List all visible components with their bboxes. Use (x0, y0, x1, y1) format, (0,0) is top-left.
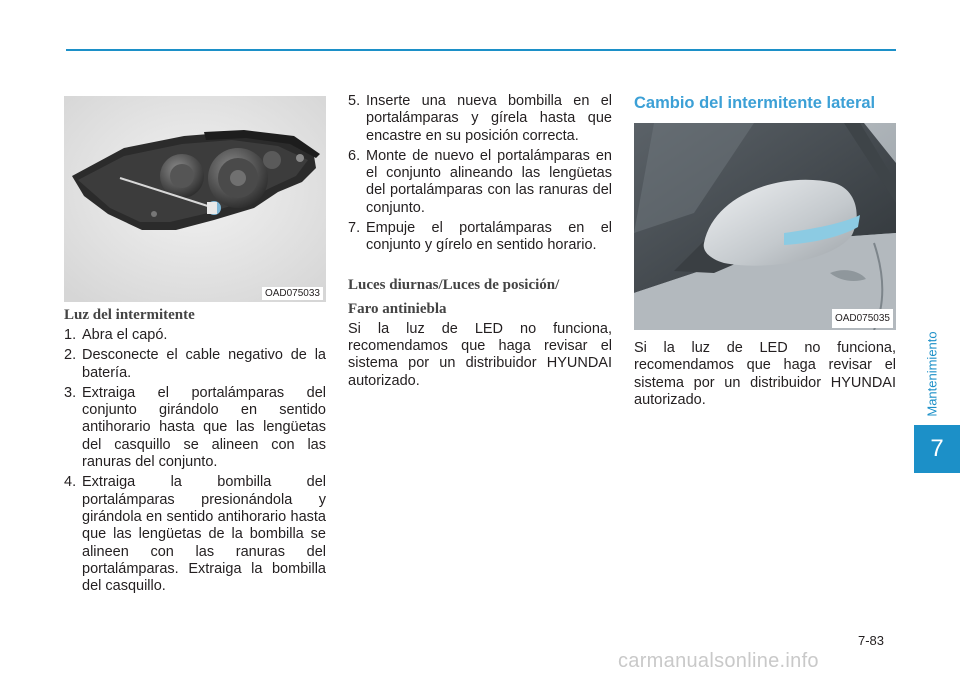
step-1: 1. Abra el capó. (64, 327, 168, 343)
drl-section (348, 275, 612, 390)
side-repeater-section (634, 93, 896, 409)
step-2: 2. Desconecte el cable negativo de la batería. (64, 347, 326, 381)
step-5: 5. Inserte una nueva bombilla en el portalámparas y gírela hasta que encastre en su posición correcta. (348, 93, 612, 144)
page-number: 7-83 (858, 633, 885, 648)
turn-signal-section (64, 305, 326, 598)
step-4: 4. Extraiga la bombilla del portalámparas presionándola y girándola en sentido antihorario hasta que las lengüetas de la bombilla se alineen con las ranuras del portalámparas. Extraiga la bombilla del casquillo. (64, 474, 326, 595)
drl-body: Si la luz de LED no funciona, recomendamos que haga revisar el sistema por un distribuidor HYUNDAI autorizado. (348, 320, 612, 389)
headlamp-figure (64, 96, 326, 302)
figure2-code: OAD075035 (832, 309, 893, 328)
turn-signal-steps (64, 327, 326, 595)
drl-heading-line2: Faro antiniebla (348, 300, 447, 317)
turn-signal-continued (348, 93, 612, 390)
drl-heading-line1: Luces diurnas/Luces de posición/ (348, 276, 560, 293)
step-7: 7. Empuje el portalámparas en el conjunto y gírelo en sentido horario. (348, 220, 612, 254)
section-title: Mantenimiento (924, 331, 940, 417)
side-mirror-figure (634, 123, 896, 330)
side-repeater-body: Si la luz de LED no funciona, recomendamos que haga revisar el sistema por un distribuidor HYUNDAI autorizado. (634, 340, 896, 408)
step-6: 6. Monte de nuevo el portalámparas en el conjunto alineando las lengüetas del portalámparas con las ranuras del conjunto. (348, 147, 612, 216)
section-side-title (924, 324, 940, 424)
turn-signal-heading: Luz del intermitente (64, 307, 195, 323)
watermark: carmanualsonline.info (618, 650, 819, 672)
figure1-code: OAD075033 (262, 287, 323, 300)
header-rule (66, 49, 896, 51)
step-3: 3. Extraiga el portalámparas del conjunto girándolo en sentido antihorario hasta que las lengüetas del casquillo se alineen con las ranuras del conjunto. (64, 384, 326, 471)
chapter-number: 7 (930, 435, 944, 462)
headlamp-illustration (64, 96, 326, 302)
chapter-tab (914, 425, 960, 473)
side-mirror-illustration (634, 123, 896, 330)
turn-signal-steps-continued (348, 93, 612, 255)
side-repeater-heading: Cambio del intermitente lateral (634, 94, 876, 112)
